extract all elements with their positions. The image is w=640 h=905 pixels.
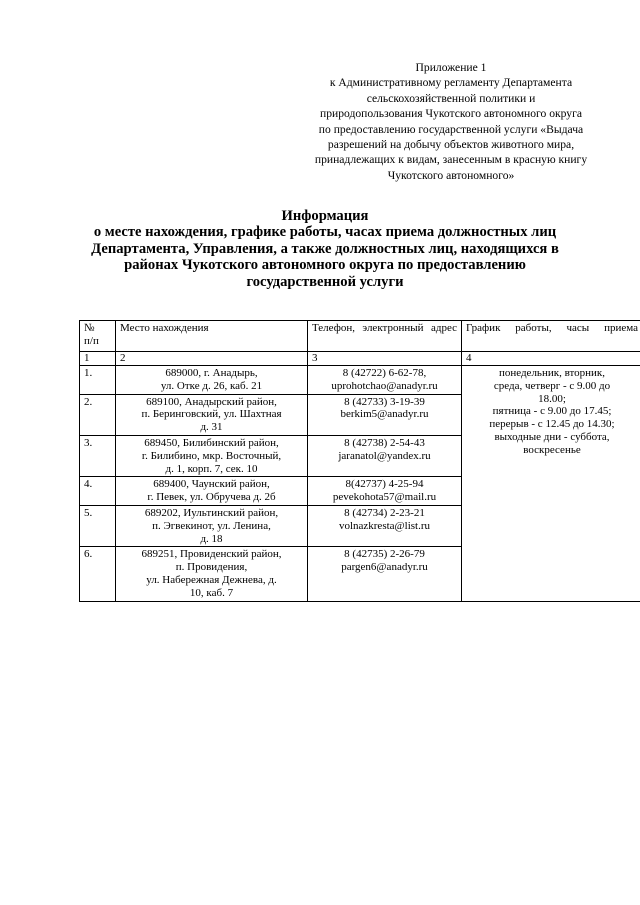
column-index: 3 [308,352,462,366]
row-num: 1. [80,366,116,395]
row-address: 689000, г. Анадырь, ул. Отке д. 26, каб. 21 [116,366,308,395]
row-phone: 8 (42734) 2-23-21 volnazkresta@list.ru [308,505,462,546]
appendix-line: природопользования Чукотского автономного округа [320,107,582,121]
title-line: государственной услуги [246,273,404,290]
row-num: 6. [80,547,116,601]
appendix-line: сельскохозяйственной политики и [366,91,536,105]
row-phone: 8 (42733) 3-19-39 berkim5@anadyr.ru [308,394,462,435]
column-index-row [80,352,640,366]
row-phone: 8 (42735) 2-26-79 pargen6@anadyr.ru [308,547,462,601]
row-num: 4. [80,477,116,506]
header-schedule: График работы, часы приема [462,321,640,352]
header-address: Место нахождения [116,321,308,352]
row-num: 2. [80,394,116,435]
appendix-line: к Административному регламенту Департамента [329,76,573,90]
title-line: районах Чукотского автономного округа по предоставлению [124,257,526,274]
row-phone: 8 (42738) 2-54-43 jaranatol@yandex.ru [308,435,462,476]
header-num: № п/п [80,321,116,352]
column-index: 1 [80,352,116,366]
schedule-cell: понедельник, вторник, среда, четверг - с 9.00 до 18.00; пятница - с 9.00 до 17.45; перерыв - с 12.45 до 14.30; выходные дни - суббота, воскресенье [462,366,640,602]
appendix-line: разрешений на добычу объектов животного мира, [327,138,575,152]
title-line: Департамента, Управления, а также должностных лиц, находящихся в [91,240,559,257]
row-phone: 8(42737) 4-25-94 pevekohota57@mail.ru [308,477,462,506]
offices-table [79,320,640,602]
row-address: 689100, Анадырский район, п. Беринговский, ул. Шахтная д. 31 [116,394,308,435]
row-num: 5. [80,505,116,546]
header-phone: Телефон, электронный адрес [308,321,462,352]
row-address: 689251, Провиденский район, п. Провидения, ул. Набережная Дежнева, д. 10, каб. 7 [116,547,308,601]
row-address: 689400, Чаунский район, г. Певек, ул. Обручева д. 2б [116,477,308,506]
table-header-row [80,321,640,352]
row-address: 689202, Иультинский район, п. Эгвекинот, ул. Ленина, д. 18 [116,505,308,546]
column-index: 2 [116,352,308,366]
title-line: Информация [281,208,369,224]
document-title [40,208,610,290]
appendix-line: Приложение 1 [415,61,487,74]
row-address: 689450, Билибинский район, г. Билибино, мкр. Восточный, д. 1, корп. 7, сек. 10 [116,435,308,476]
appendix-note [288,60,614,183]
appendix-line: Чукотского автономного» [387,168,515,182]
title-line: о месте нахождения, графике работы, часах приема должностных лиц [93,224,557,241]
appendix-line: по предоставлению государственной услуги «Выдача [318,122,584,136]
row-phone: 8 (42722) 6-62-78, uprohotchao@anadyr.ru [308,366,462,395]
row-num: 3. [80,435,116,476]
appendix-line: принадлежащих к видам, занесенным в красную книгу [314,153,588,167]
table-row [80,366,640,395]
column-index: 4 [462,352,640,366]
